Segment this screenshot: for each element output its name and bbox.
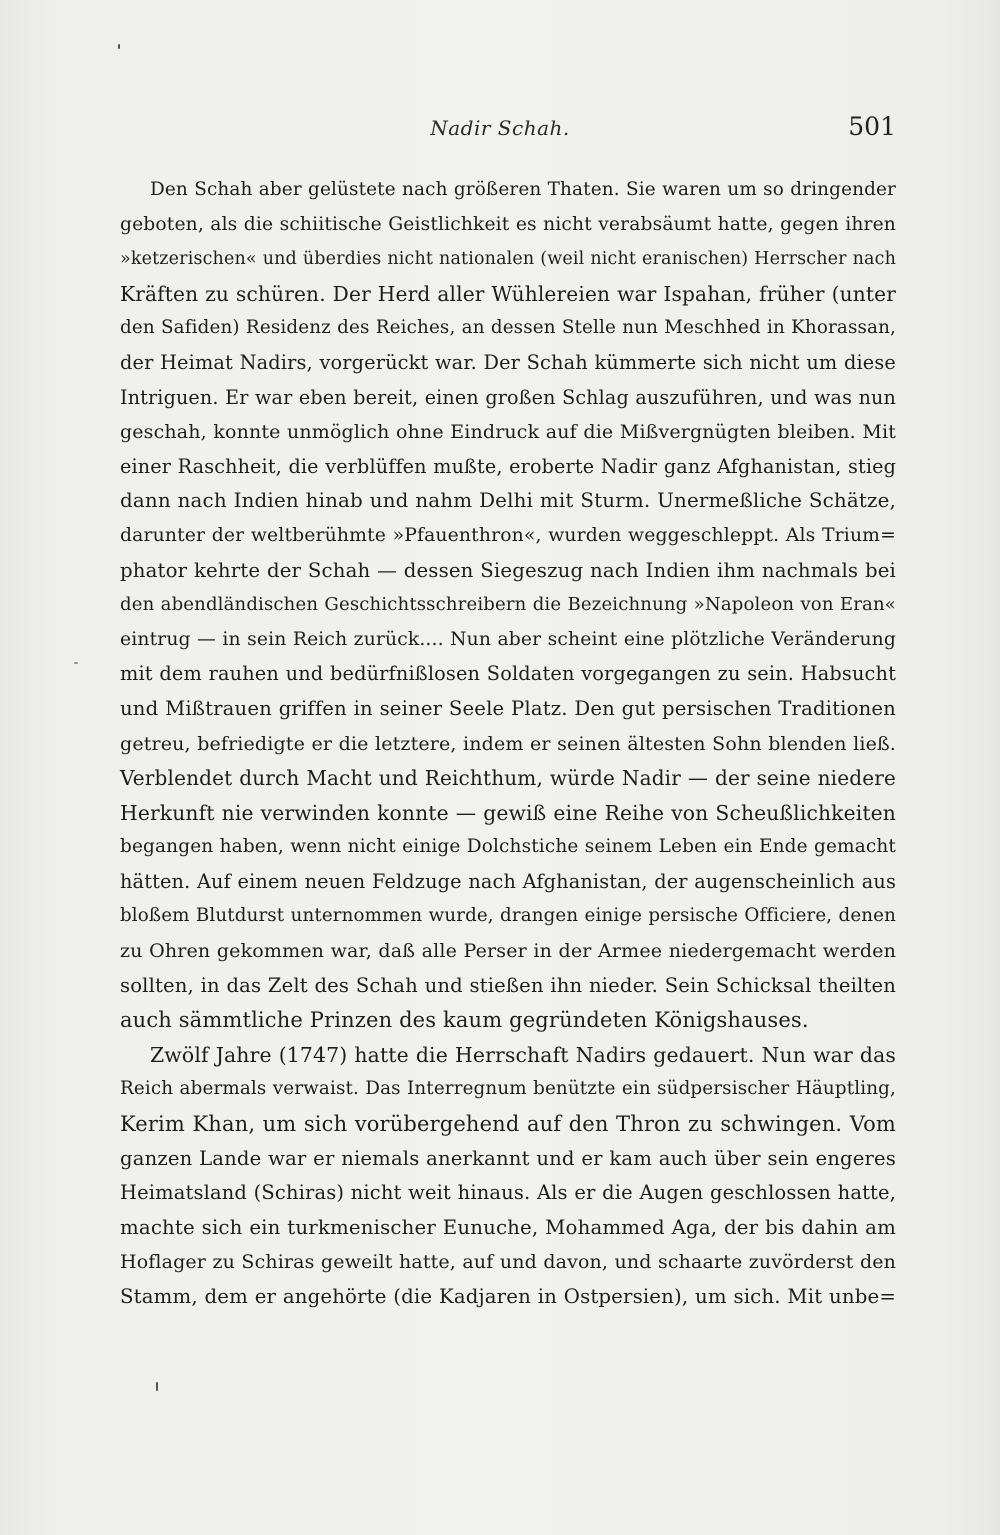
text-line: sollten, in das Zelt des Schah und stießen ihn nieder. Sein Schicksal theilten (120, 973, 896, 997)
body-text (120, 173, 896, 1315)
paper-speck (156, 1382, 158, 1391)
text-line: Heimatsland (Schiras) nicht weit hinaus. Als er die Augen geschlossen hatte, (120, 1181, 896, 1205)
text-line: der Heimat Nadirs, vorgerückt war. Der Schah kümmerte sich nicht um diese (120, 350, 896, 374)
page-number: 501 (848, 112, 896, 141)
running-title: Nadir Schah. (430, 116, 570, 140)
text-line: Intriguen. Er war eben bereit, einen großen Schlag auszuführen, und was nun (120, 385, 896, 409)
text-line: Kräften zu schüren. Der Herd aller Wühlereien war Ispahan, früher (unter (120, 281, 896, 306)
text-line: Stamm, dem er angehörte (die Kadjaren in Ostpersien), um sich. Mit unbe= (120, 1285, 896, 1308)
page-header (0, 112, 1000, 152)
paper-speck (118, 44, 120, 49)
text-line: hätten. Auf einem neuen Feldzuge nach Afghanistan, der augenscheinlich aus (120, 869, 896, 893)
text-line: Den Schah aber gelüstete nach größeren Thaten. Sie waren um so dringender (150, 179, 896, 200)
text-line: einer Raschheit, die verblüffen mußte, eroberte Nadir ganz Afghanistan, stieg (120, 454, 896, 478)
text-line: mit dem rauhen und bedürfnißlosen Soldaten vorgegangen zu sein. Habsucht (120, 662, 896, 686)
text-line: darunter der weltberühmte »Pfauenthron«, wurden weggeschleppt. Als Trium= (120, 524, 896, 546)
text-line: getreu, befriedigte er die letztere, indem er seinen ältesten Sohn blenden ließ. (120, 732, 896, 755)
text-line: bloßem Blutdurst unternommen wurde, drangen einige persische Officiere, denen (120, 905, 896, 927)
text-line: und Mißtrauen griffen in seiner Seele Platz. Den gut persischen Traditionen (120, 696, 896, 720)
text-line: geboten, als die schiitische Geistlichkeit es nicht verabsäumt hatte, gegen ihren (120, 213, 896, 235)
text-line: Zwölf Jahre (1747) hatte die Herrschaft Nadirs gedauert. Nun war das (150, 1042, 896, 1067)
text-line: Reich abermals verwaist. Das Interregnum benützte ein südpersischer Häuptling, (120, 1078, 896, 1100)
paragraph-2 (120, 1038, 896, 1315)
text-line: den abendländischen Geschichtsschreibern die Bezeichnung »Napoleon von Eran« (120, 594, 896, 616)
text-line: Herkunft nie verwinden konnte — gewiß eine Reihe von Scheußlichkeiten (120, 800, 896, 825)
text-line: zu Ohren gekommen war, daß alle Perser in der Armee niedergemacht werden (120, 940, 896, 963)
text-line: Hoflager zu Schiras geweilt hatte, auf und davon, und schaarte zuvörderst den (120, 1251, 896, 1274)
text-line: den Safiden) Residenz des Reiches, an dessen Stelle nun Meschhed in Khorassan, (120, 317, 896, 339)
paragraph-1 (120, 173, 896, 1038)
text-line: phator kehrte der Schah — dessen Siegeszug nach Indien ihm nachmals bei (120, 558, 896, 582)
text-line: geschah, konnte unmöglich ohne Eindruck auf die Mißvergnügten bleiben. Mit (120, 421, 896, 444)
text-line: begangen haben, wenn nicht einige Dolchstiche seinem Leben ein Ende gemacht (120, 836, 896, 858)
text-line: dann nach Indien hinab und nahm Delhi mit Sturm. Unermeßliche Schätze, (120, 489, 896, 513)
text-line: Verblendet durch Macht und Reichthum, würde Nadir — der seine niedere (120, 766, 896, 791)
text-line: ganzen Lande war er niemals anerkannt und er kam auch über sein engeres (120, 1146, 896, 1170)
text-line: eintrug — in sein Reich zurück.... Nun aber scheint eine plötzliche Veränderung (120, 628, 896, 650)
text-line: auch sämmtliche Prinzen des kaum gegründeten Königshauses. (120, 1008, 809, 1033)
paper-speck (74, 662, 78, 664)
text-line: Kerim Khan, um sich vorübergehend auf den Thron zu schwingen. Vom (120, 1112, 896, 1137)
text-line: machte sich ein turkmenischer Eunuche, Mohammed Aga, der bis dahin am (120, 1215, 896, 1239)
text-line: »ketzerischen« und überdies nicht nationalen (weil nicht eranischen) Herrscher nach (120, 249, 896, 270)
